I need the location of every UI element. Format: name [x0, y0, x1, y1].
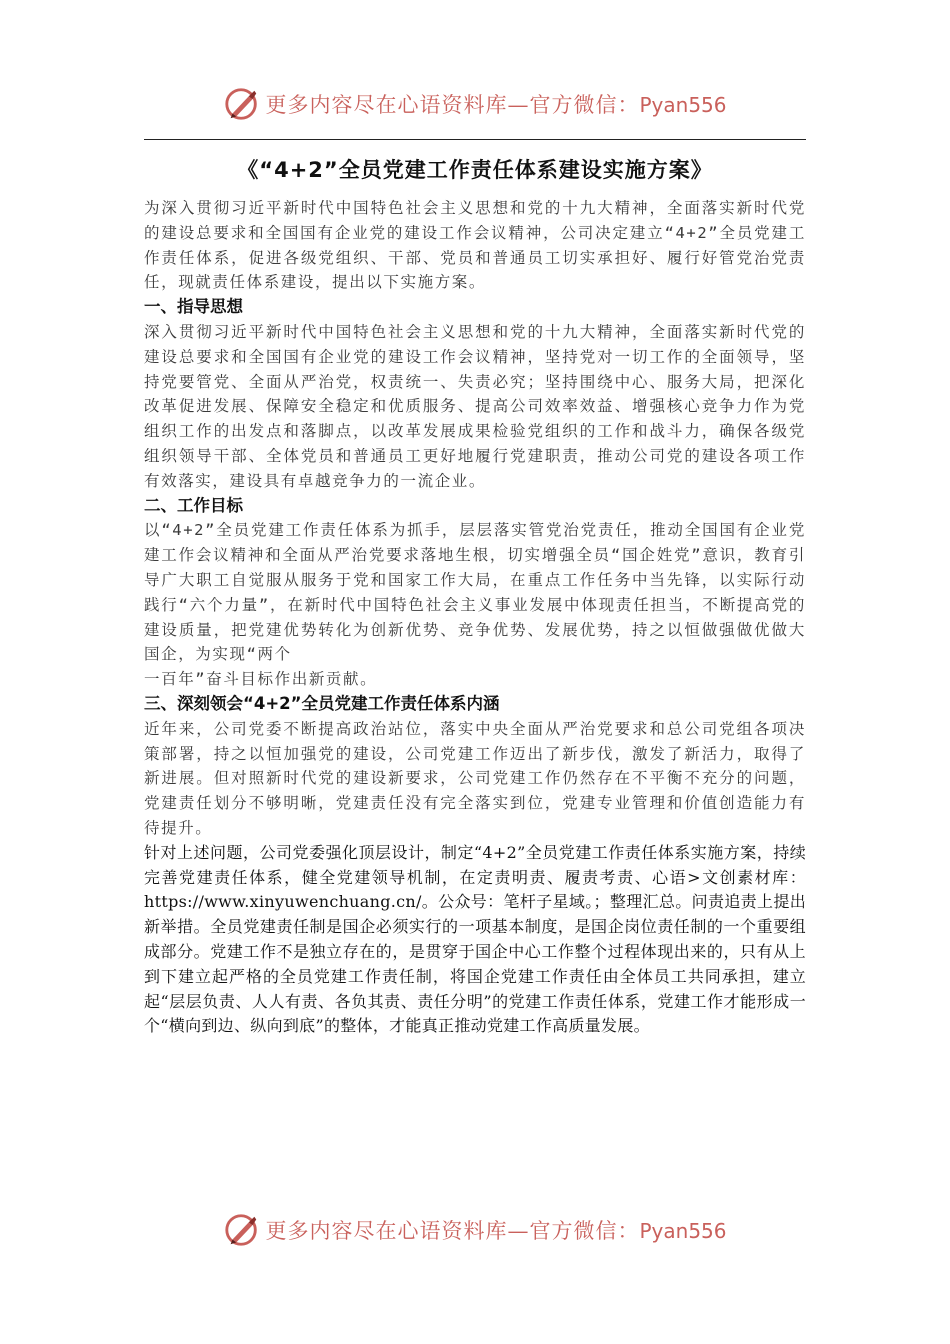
section-paragraph-work-goals — [144, 518, 806, 692]
document-title: 《“4+2”全员党建工作责任体系建设实施方案》 — [237, 158, 713, 182]
header-divider — [144, 139, 806, 140]
footer-banner — [0, 1210, 950, 1250]
section-heading-work-goals: 二、工作目标 — [144, 495, 243, 515]
banner-text: 更多内容尽在心语资料库—官方微信：Pyan556 — [265, 1219, 727, 1243]
section-paragraph-connotation: 近年来，公司党委不断提高政治站位，落实中央全面从严治党要求和总公司党组各项决策部署，持之以恒加强党的建设，公司党建工作迈出了新步伐，激发了新活力，取得了新进展。但对照新时代党的建设新要求，公司党建工作仍然存在不平衡不充分的问题，党建责任划分不够明晰，党建责任没有完全落实到位，党建专业管理和价值创造能力有待提升。 — [144, 719, 806, 837]
section-heading-connotation: 三、深刻领会“4+2”全员党建工作责任体系内涵 — [144, 693, 500, 713]
section-paragraph-guiding-ideology: 深入贯彻习近平新时代中国特色社会主义思想和党的十九大精神，全面落实新时代党的建设总要求和全国国有企业党的建设工作会议精神，坚持党对一切工作的全面领导，坚持党要管党、全面从严治党，权责统一、失责必究；坚持围绕中心、服务大局，把深化改革促进发展、保障安全稳定和优质服务、提高公司效率效益、增强核心竞争力作为党组织工作的出发点和落脚点，以改革发展成果检验党组织的工作和战斗力，确保各级党组织领导干部、全体党员和普通员工更好地履行党建职责，推动公司党的建设各项工作有效落实，建设具有卓越竞争力的一流企业。 — [144, 322, 806, 490]
work-goals-text: 以“4+2”全员党建工作责任体系为抓手，层层落实管党治党责任，推动全国国有企业党建工作会议精神和全面从严治党要求落地生根，切实增强全员“国企姓党”意识，教育引导广大职工自觉服从服务于党和国家工作大局，在重点工作任务中当先锋，以实际行动践行“六个力量”，在新时代中国特色社会主义事业发展中体现责任担当，不断提高党的建设质量，把党建优势转化为创新优势、竞争优势、发展优势，持之以恒做强做优做大国企，为实现“两个 — [144, 521, 806, 664]
closing-paragraph: 针对上述问题，公司党委强化顶层设计，制定“4+2”全员党建工作责任体系实施方案，持续完善党建责任体系，健全党建领导机制，在定责明责、履责考责、心语>文创素材库：https://www.xinyuwenchuang.cn/。公众号：笔杆子星域。；整理汇总。问责追责上提出新举措。全员党建责任制是国企必须实行的一项基本制度，是国企岗位责任制的一个重要组成部分。党建工作不是独立存在的，是贯穿于国企中心工作整个过程体现出来的，只有从上到下建立起严格的全员党建工作责任制，将国企党建工作责任由全体员工共同承担，建立起“层层负责、人人有责、各负其责、责任分明”的党建工作责任体系，党建工作才能形成一个“横向到边、纵向到底”的整体，才能真正推动党建工作高质量发展。 — [144, 842, 806, 1036]
header-banner — [0, 84, 950, 124]
banner-text: 更多内容尽在心语资料库—官方微信：Pyan556 — [265, 93, 727, 117]
pen-logo-icon — [223, 85, 261, 123]
work-goals-tail: 一百年”奋斗目标作出新贡献。 — [144, 670, 378, 689]
document-body — [144, 196, 806, 1039]
intro-paragraph: 为深入贯彻习近平新时代中国特色社会主义思想和党的十九大精神，全面落实新时代党的建设总要求和全国国有企业党的建设工作会议精神，公司决定建立“4+2”全员党建工作责任体系，促进各级党组织、干部、党员和普通员工切实承担好、履行好管党治党责任，现就责任体系建设，提出以下实施方案。 — [144, 199, 806, 292]
section-heading-guiding-ideology: 一、指导思想 — [144, 297, 243, 317]
pen-logo-icon — [223, 1211, 261, 1249]
